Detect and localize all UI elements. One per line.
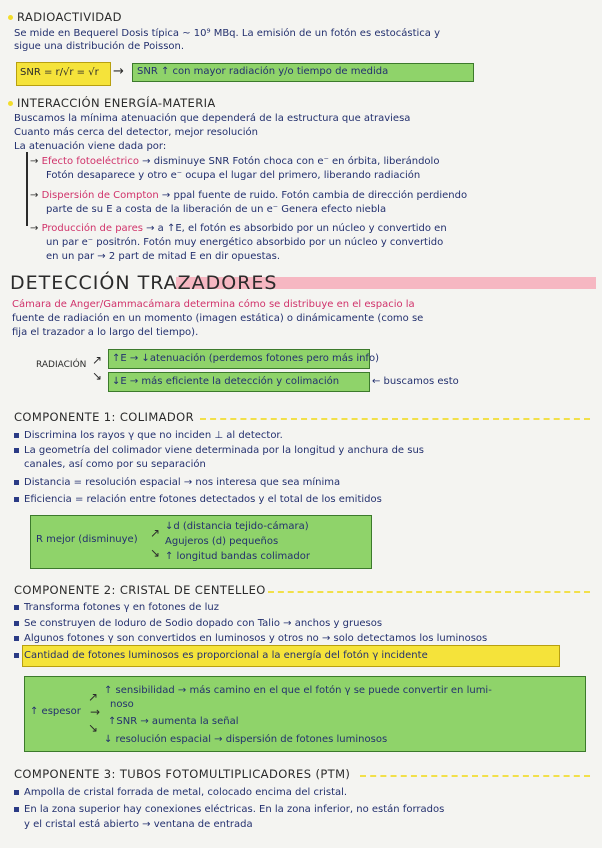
text-line: en un par → 2 part de mitad E en dir opuestas. <box>46 251 281 262</box>
box-note: ← buscamos esto <box>372 376 459 387</box>
bullet-item: En la zona superior hay conexiones eléctricas. En la zona inferior, no están forrados <box>14 803 444 817</box>
radiacion-label: RADIACIÓN <box>36 360 87 370</box>
bullet-item: Discrimina los rayos γ que no inciden ⊥ al detector. <box>14 429 283 443</box>
branch-arrow-icon: ↗ <box>92 353 103 367</box>
section-ptm-title: COMPONENTE 3: TUBOS FOTOMULTIPLICADORES (PTM) <box>14 767 351 781</box>
text-line: Buscamos la mínima atenuación que dependerá de la estructura que atraviesa <box>14 113 411 124</box>
branch-arrow-icon: ↗ <box>88 690 99 704</box>
text-line: fija el trazador a lo largo del tiempo). <box>12 327 199 338</box>
box-text: ↑ longitud bandas colimador <box>165 551 310 562</box>
box-label: R mejor (disminuye) <box>36 534 138 545</box>
box-text: ↓d (distancia tejido-cámara) <box>165 521 309 532</box>
bullet-square-icon <box>14 497 19 502</box>
green-note: SNR ↑ con mayor radiación y/o tiempo de medida <box>137 66 389 77</box>
section-colimador-title: COMPONENTE 1: COLIMADOR <box>14 410 195 424</box>
list-item: → Efecto fotoeléctrico → disminuye SNR Fotón choca con e⁻ en órbita, liberándolo <box>30 156 440 167</box>
bullet-dot-icon <box>8 101 13 106</box>
list-item: → Dispersión de Compton → ppal fuente de ruido. Fotón cambia de dirección perdiendo <box>30 190 468 201</box>
bullet-item: Algunos fotones γ son convertidos en luminosos y otros no → solo detectamos los luminosos <box>14 632 487 646</box>
bullet-square-icon <box>14 621 19 626</box>
text-line: canales, así como por su separación <box>24 459 206 470</box>
dashed-divider <box>268 591 590 593</box>
bullet-item: Cantidad de fotones luminosos es proporcional a la energía del fotón γ incidente <box>14 649 428 663</box>
text-line: parte de su E a costa de la liberación de un e⁻ Genera efecto niebla <box>46 204 387 215</box>
section-cristal-title: COMPONENTE 2: CRISTAL DE CENTELLEO <box>14 583 266 597</box>
bullet-square-icon <box>14 807 19 812</box>
text-line: un par e⁻ positrón. Fotón muy energético absorbido por un núcleo y convertido <box>46 237 444 248</box>
bullet-square-icon <box>14 790 19 795</box>
box-text: ↑ sensibilidad → más camino en el que el fotón γ se puede convertir en lumi- <box>104 685 492 696</box>
section-interaccion-title: INTERACCIÓN ENERGÍA-MATERIA <box>8 96 216 110</box>
branch-arrow-icon: → <box>90 705 101 719</box>
text-line: y el cristal está abierto → ventana de entrada <box>24 819 253 830</box>
box-text: ↓ resolución espacial → dispersión de fotones luminosos <box>104 734 388 745</box>
bullet-square-icon <box>14 448 19 453</box>
bullet-square-icon <box>14 653 19 658</box>
list-item: → Producción de pares → a ↑E, el fotón es absorbido por un núcleo y convertido en <box>30 223 447 234</box>
text-line: La atenuación viene dada por: <box>14 141 167 152</box>
dashed-divider <box>360 775 590 777</box>
branch-arrow-icon: ↗ <box>150 526 161 540</box>
bracket-line <box>26 152 28 226</box>
box-text: Agujeros (d) pequeños <box>165 536 279 547</box>
branch-arrow-icon: ↘ <box>92 369 103 383</box>
text-line: Cuanto más cerca del detector, mejor resolución <box>14 127 258 138</box>
branch-arrow-icon: ↘ <box>150 546 161 560</box>
box-text: ↑E → ↓atenuación (perdemos fotones pero más info) <box>112 353 379 364</box>
formula: SNR = r/√r = √r <box>20 67 99 78</box>
bullet-item: Transforma fotones γ en fotones de luz <box>14 601 219 615</box>
bullet-square-icon <box>14 433 19 438</box>
bullet-item: Se construyen de Ioduro de Sodio dopado con Talio → anchos y gruesos <box>14 617 382 631</box>
bullet-item: Ampolla de cristal forrada de metal, colocado encima del cristal. <box>14 786 347 800</box>
bullet-item: Eficiencia = relación entre fotones detectados y el total de los emitidos <box>14 493 382 507</box>
text-line: sigue una distribución de Poisson. <box>14 41 185 52</box>
text-line: fuente de radiación en un momento (imagen estática) o dinámicamente (como se <box>12 313 424 324</box>
box-text: ↑SNR → aumenta la señal <box>108 716 239 727</box>
bullet-item: Distancia = resolución espacial → nos interesa que sea mínima <box>14 476 340 490</box>
bullet-item: La geometría del colimador viene determinada por la longitud y anchura de sus <box>14 444 424 458</box>
dashed-divider <box>200 418 590 420</box>
text-line: Fotón desaparece y otro e⁻ ocupa el lugar del primero, liberando radiación <box>46 170 421 181</box>
branch-arrow-icon: ↘ <box>88 721 99 735</box>
box-text: noso <box>110 699 134 710</box>
box-label: ↑ espesor <box>30 706 81 717</box>
text-line: Cámara de Anger/Gammacámara determina cómo se distribuye en el espacio la <box>12 299 415 310</box>
box-text: ↓E → más eficiente la detección y colimación <box>112 376 340 387</box>
bullet-square-icon <box>14 605 19 610</box>
section-deteccion-title: DETECCIÓN TRAZADORES <box>10 272 278 294</box>
text-line: Se mide en Bequerel Dosis típica ~ 10⁹ MBq. La emisión de un fotón es estocástica y <box>14 28 440 39</box>
arrow-right-icon: → <box>113 64 124 79</box>
section-radioactividad-title: RADIOACTIVIDAD <box>8 10 122 24</box>
bullet-square-icon <box>14 480 19 485</box>
bullet-square-icon <box>14 636 19 641</box>
bullet-dot-icon <box>8 15 13 20</box>
